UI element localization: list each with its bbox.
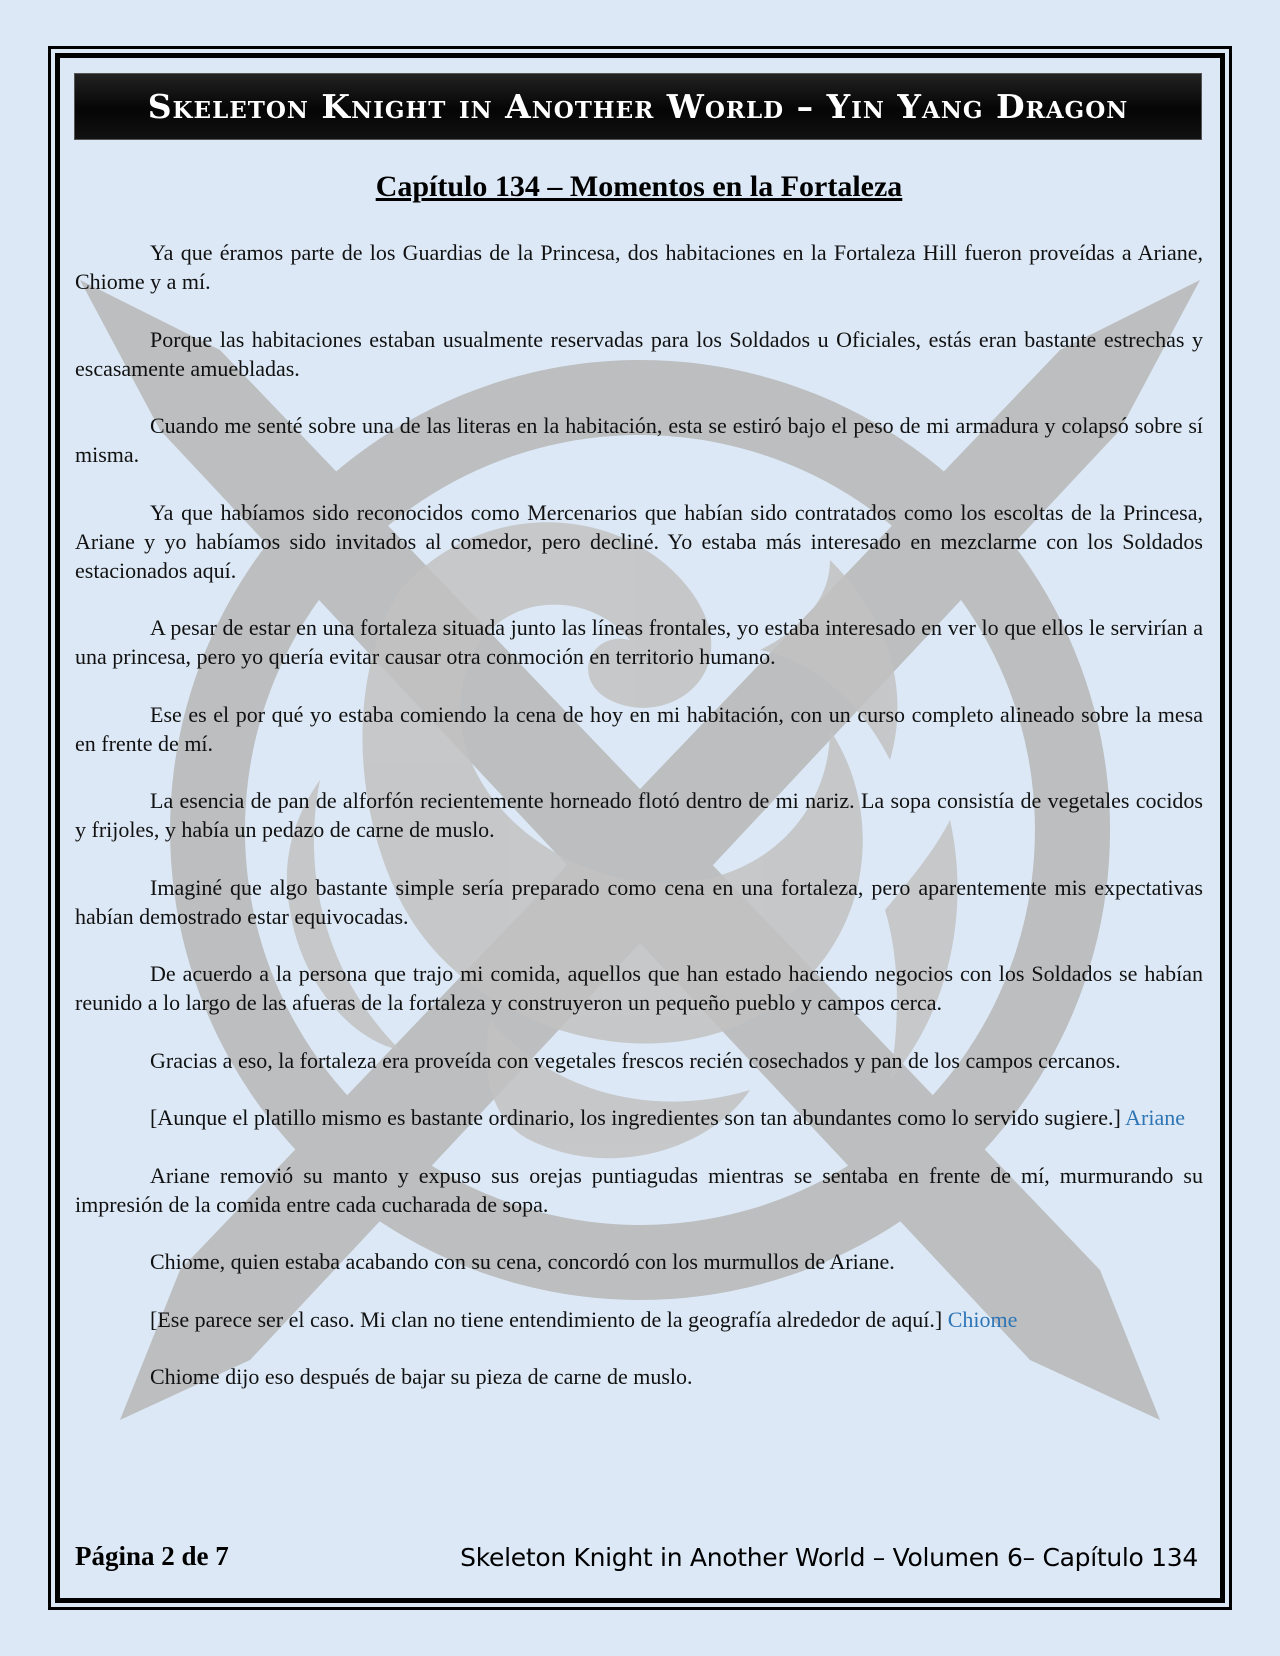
paragraph	[75, 700, 1203, 758]
paragraph-text: Imaginé que algo bastante simple sería preparado como cena en una fortaleza, pero aparentemente mis expectativas habían demostrado estar equivocadas.	[75, 874, 1203, 929]
paragraph-text: Ya que éramos parte de los Guardias de la Princesa, dos habitaciones en la Fortaleza Hill fueron proveídas a Ariane, Chiome y a mí.	[75, 240, 1203, 294]
paragraph	[75, 498, 1203, 585]
paragraph-text: A pesar de estar en una fortaleza situada junto las líneas frontales, yo estaba interesado en ver lo que ellos le servirían a una princesa, pero yo quería evitar causar otra conmoción en territorio humano.	[75, 615, 1203, 669]
paragraph	[75, 1046, 1203, 1075]
speaker-label: Chiome	[947, 1306, 1018, 1332]
paragraph-text: Gracias a eso, la fortaleza era proveída con vegetales frescos recién cosechados y pan de los campos cercanos.	[150, 1047, 1121, 1073]
paragraph	[75, 786, 1203, 844]
chapter-body	[75, 238, 1203, 1420]
paragraph	[75, 1161, 1203, 1219]
dialogue-paragraph	[75, 1305, 1203, 1334]
speaker-label: Ariane	[1125, 1105, 1185, 1130]
paragraph	[75, 959, 1203, 1017]
paragraph-text: Chiome, quien estaba acabando con su cena, concordó con los murmullos de Ariane.	[150, 1249, 895, 1274]
chapter-title: Capítulo 134 – Momentos en la Fortaleza	[375, 170, 903, 203]
paragraph-text: Cuando me senté sobre una de las literas en la habitación, esta se estiró bajo el peso de mi armadura y colapsó sobre sí misma.	[75, 413, 1203, 467]
paragraph-text: La esencia de pan de alforfón recientemente horneado flotó dentro de mi nariz. La sopa consistía de vegetales cocidos y frijoles, y había un pedazo de carne de muslo.	[75, 788, 1203, 842]
paragraph	[75, 613, 1203, 671]
paragraph	[75, 325, 1203, 383]
footer-series-info: Skeleton Knight in Another World – Volumen 6– Capítulo 134	[460, 1543, 1198, 1572]
paragraph	[75, 1362, 1203, 1391]
paragraph-text: Chiome dijo eso después de bajar su pieza de carne de muslo.	[150, 1364, 693, 1389]
paragraph	[75, 238, 1203, 296]
paragraph-text: Ariane removió su manto y expuso sus orejas puntiagudas mientras se sentaba en frente de mí, murmurando su impresión de la comida entre cada cucharada de sopa.	[75, 1162, 1203, 1217]
header-banner	[74, 73, 1202, 140]
paragraph-text: Porque las habitaciones estaban usualmente reservadas para los Soldados u Oficiales, estás eran bastante estrechas y escasamente amuebladas.	[75, 326, 1203, 381]
paragraph	[75, 1247, 1203, 1276]
header-title: Skeleton Knight in Another World – Yin Yang Dragon	[147, 87, 1129, 126]
dialogue-text: [Ese parece ser el caso. Mi clan no tiene entendimiento de la geografía alrededor de aquí.]	[150, 1306, 948, 1332]
paragraph	[75, 411, 1203, 469]
dialogue-text: [Aunque el platillo mismo es bastante ordinario, los ingredientes son tan abundantes como lo servido sugiere.]	[150, 1105, 1126, 1130]
paragraph-text: Ese es el por qué yo estaba comiendo la cena de hoy en mi habitación, con un curso completo alineado sobre la mesa en frente de mí.	[75, 701, 1203, 756]
dialogue-paragraph	[75, 1103, 1203, 1132]
paragraph-text: De acuerdo a la persona que trajo mi comida, aquellos que han estado haciendo negocios con los Soldados se habían reunido a lo largo de las afueras de la fortaleza y construyeron un pequeño pueblo y campos cerca.	[75, 961, 1203, 1015]
paragraph	[75, 873, 1203, 931]
paragraph-text: Ya que habíamos sido reconocidos como Mercenarios que habían sido contratados como los escoltas de la Princesa, Ariane y yo habíamos sido invitados al comedor, pero decliné. Yo estaba más interesado en mezclarme con los Soldados estacionados aquí.	[75, 499, 1203, 583]
page-number: Página 2 de 7	[75, 1541, 229, 1571]
